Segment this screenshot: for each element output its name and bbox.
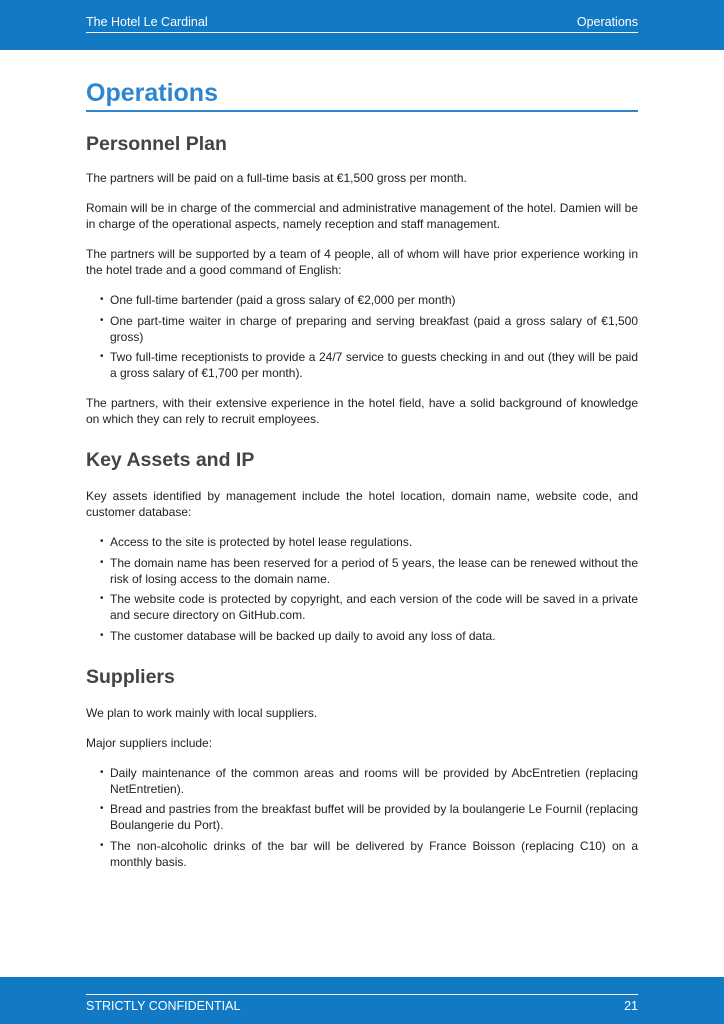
bullet-marker: • xyxy=(100,593,104,604)
running-footer xyxy=(86,994,638,1015)
list-item-text: Daily maintenance of the common areas and rooms will be provided by AbcEntretien (replacing NetEntretien). xyxy=(110,765,638,796)
bullet-marker: • xyxy=(100,629,104,641)
section-heading-suppliers: Suppliers xyxy=(86,665,175,688)
list-item-text: Bread and pastries from the breakfast buffet will be provided by la boulangerie Le Fournil (replacing Boulangerie du Port). xyxy=(110,802,638,832)
bullet-marker: • xyxy=(100,556,104,568)
list-item xyxy=(100,591,638,623)
list-item-text: Access to the site is protected by hotel lease regulations. xyxy=(110,535,413,549)
bullet-marker: • xyxy=(100,314,104,326)
list-item-text: One full-time bartender (paid a gross salary of €2,000 per month) xyxy=(110,293,456,307)
paragraph: Major suppliers include: xyxy=(86,735,213,750)
list-item-text: One part-time waiter in charge of preparing and serving breakfast (paid a gross salary of €1,500 gross) xyxy=(110,313,638,344)
list-item xyxy=(100,838,638,870)
bullet-marker: • xyxy=(100,766,104,778)
page-content xyxy=(86,78,638,870)
header-section-name: Operations xyxy=(576,15,638,29)
paragraph: The partners will be paid on a full-time basis at €1,500 gross per month. xyxy=(86,171,467,185)
bullet-list-assets xyxy=(100,534,638,644)
list-item-text: The non-alcoholic drinks of the bar will be delivered by France Boisson (replacing C10) on a monthly basis. xyxy=(110,838,638,869)
list-item-text: The customer database will be backed up daily to avoid any loss of data. xyxy=(110,628,496,643)
list-item-text: Two full-time receptionists to provide a 24/7 service to guests checking in and out (they will be paid a gross salary of €1,700 per month). xyxy=(110,350,638,380)
paragraph: Romain will be in charge of the commercial and administrative management of the hotel. Damien will be in charge of the operational aspects, namely reception and staff management. xyxy=(86,201,638,231)
list-item xyxy=(100,349,638,381)
list-item-text: The domain name has been reserved for a period of 5 years, the lease can be renewed without the risk of losing access to the domain name. xyxy=(110,555,638,586)
list-item xyxy=(100,765,638,797)
list-item xyxy=(100,801,638,833)
footer-band xyxy=(0,977,724,1024)
bullet-marker: • xyxy=(100,839,104,851)
paragraph: We plan to work mainly with local suppliers. xyxy=(86,705,318,720)
bullet-marker: • xyxy=(100,536,104,547)
section-heading-key-assets: Key Assets and IP xyxy=(86,449,255,471)
section-heading-personnel-plan: Personnel Plan xyxy=(86,133,227,155)
page-number: 21 xyxy=(624,999,638,1013)
bullet-list-personnel xyxy=(100,292,638,381)
list-item xyxy=(100,555,638,587)
list-item xyxy=(100,534,638,550)
list-item xyxy=(100,628,638,644)
bullet-list-suppliers xyxy=(100,765,638,870)
paragraph: The partners, with their extensive experience in the hotel field, have a solid background of knowledge on which they can rely to recruit employees. xyxy=(86,396,638,426)
running-header xyxy=(86,14,638,33)
paragraph: Key assets identified by management include the hotel location, domain name, website code, and customer database: xyxy=(86,489,638,519)
header-document-title: The Hotel Le Cardinal xyxy=(86,15,208,29)
list-item-text: The website code is protected by copyright, and each version of the code will be saved in a private and secure directory on GitHub.com. xyxy=(110,592,638,622)
header-band xyxy=(0,0,724,50)
page-title: Operations xyxy=(86,78,638,112)
confidentiality-notice: STRICTLY CONFIDENTIAL xyxy=(86,999,241,1013)
bullet-marker: • xyxy=(100,294,104,305)
paragraph: The partners will be supported by a team of 4 people, all of whom will have prior experience working in the hotel trade and a good command of English: xyxy=(86,247,638,277)
bullet-marker: • xyxy=(100,803,104,814)
bullet-marker: • xyxy=(100,351,104,362)
list-item xyxy=(100,313,638,345)
list-item xyxy=(100,292,638,308)
